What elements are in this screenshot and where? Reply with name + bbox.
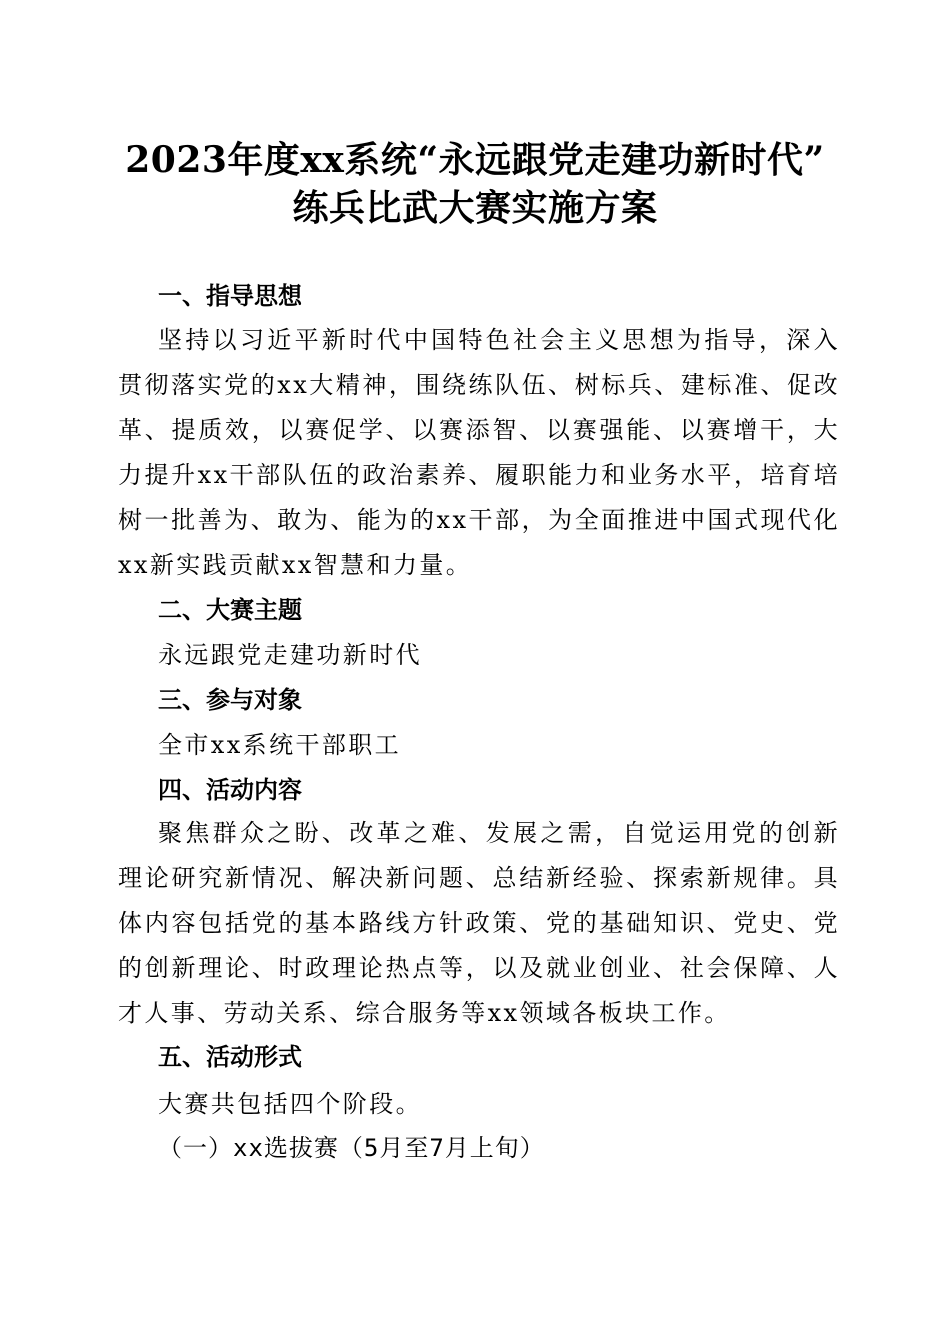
section-body-activity-format: 大赛共包括四个阶段。	[158, 1090, 422, 1118]
section-body-participants: 全市xx系统干部职工	[158, 731, 402, 759]
section-body-activity-content: 聚焦群众之盼、改革之难、发展之需，自觉运用党的创新理论研究新情况、解决新问题、总结新经验、探索新规律。具体内容包括党的基本路线方针政策、党的基础知识、党史、党的创新理论、时政理论热点等，以及就业创业、社会保障、人才人事、劳动关系、综合服务等xx领域各板块工作。	[118, 819, 840, 1027]
section-heading-guiding-ideology: 一、指导思想	[158, 282, 302, 310]
document-title-line-2: 练兵比武大赛实施方案	[292, 187, 658, 229]
section-heading-activity-content: 四、活动内容	[158, 776, 302, 804]
section-heading-activity-format: 五、活动形式	[158, 1043, 302, 1071]
section-heading-contest-theme: 二、大赛主题	[158, 596, 302, 624]
document-title-line-1: 2023年度xx系统“永远跟党走建功新时代”	[125, 139, 825, 181]
subsection-heading-selection-round: （一）xx选拔赛（5月至7月上旬）	[158, 1134, 545, 1162]
section-heading-participants: 三、参与对象	[158, 686, 302, 714]
section-body-contest-theme: 永远跟党走建功新时代	[158, 641, 422, 669]
section-body-guiding-ideology: 坚持以习近平新时代中国特色社会主义思想为指导，深入贯彻落实党的xx大精神，围绕练队伍、树标兵、建标准、促改革、提质效，以赛促学、以赛添智、以赛强能、以赛增干，大力提升xx干部队伍的政治素养、履职能力和业务水平，培育培树一批善为、敢为、能为的xx干部，为全面推进中国式现代化xx新实践贡献xx智慧和力量。	[118, 326, 840, 579]
